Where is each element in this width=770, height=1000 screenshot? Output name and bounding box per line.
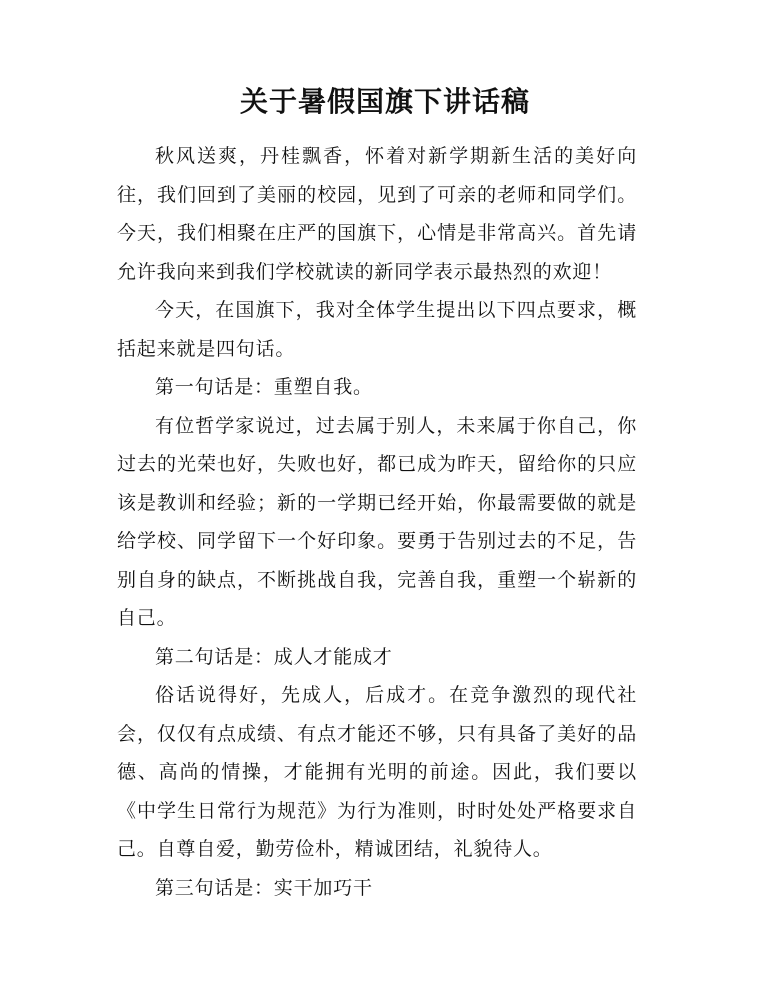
paragraph-first-point-heading: 第一句话是：重塑自我。 — [155, 376, 373, 398]
paragraph-second-point-body: 俗话说得好，先成人，后成才。在竞争激烈的现代社会，仅仅有点成绩、有点才能还不够，只有具备了美好的品德、高尚的情操，才能拥有光明的前途。因此，我们要以《中学生日常行为规范》为行为准则，时时处处严格要求自己。自尊自爱，勤劳俭朴，精诚团结，礼貌待人。 — [117, 684, 637, 860]
paragraph-intro: 秋风送爽，丹桂飘香，怀着对新学期新生活的美好向往，我们回到了美丽的校园，见到了可亲的老师和同学们。今天，我们相聚在庄严的国旗下，心情是非常高兴。首先请允许我向来到我们学校就读的新同学表示最热烈的欢迎！ — [117, 145, 637, 283]
paragraph-second-point-heading: 第二句话是：成人才能成才 — [155, 645, 393, 668]
document-title: 关于暑假国旗下讲话稿 — [239, 85, 530, 118]
paragraph-four-requirements: 今天，在国旗下，我对全体学生提出以下四点要求，概括起来就是四句话。 — [117, 299, 637, 360]
paragraph-third-point-heading: 第三句话是：实干加巧干 — [155, 876, 373, 899]
document-body — [117, 137, 637, 907]
paragraph-first-point-body: 有位哲学家说过，过去属于别人，未来属于你自己，你过去的光荣也好，失败也好，都已成为昨天，留给你的只应该是教训和经验；新的一学期已经开始，你最需要做的就是给学校、同学留下一个好印象。要勇于告别过去的不足，告别自身的缺点，不断挑战自我，完善自我，重塑一个崭新的自己。 — [117, 414, 637, 629]
